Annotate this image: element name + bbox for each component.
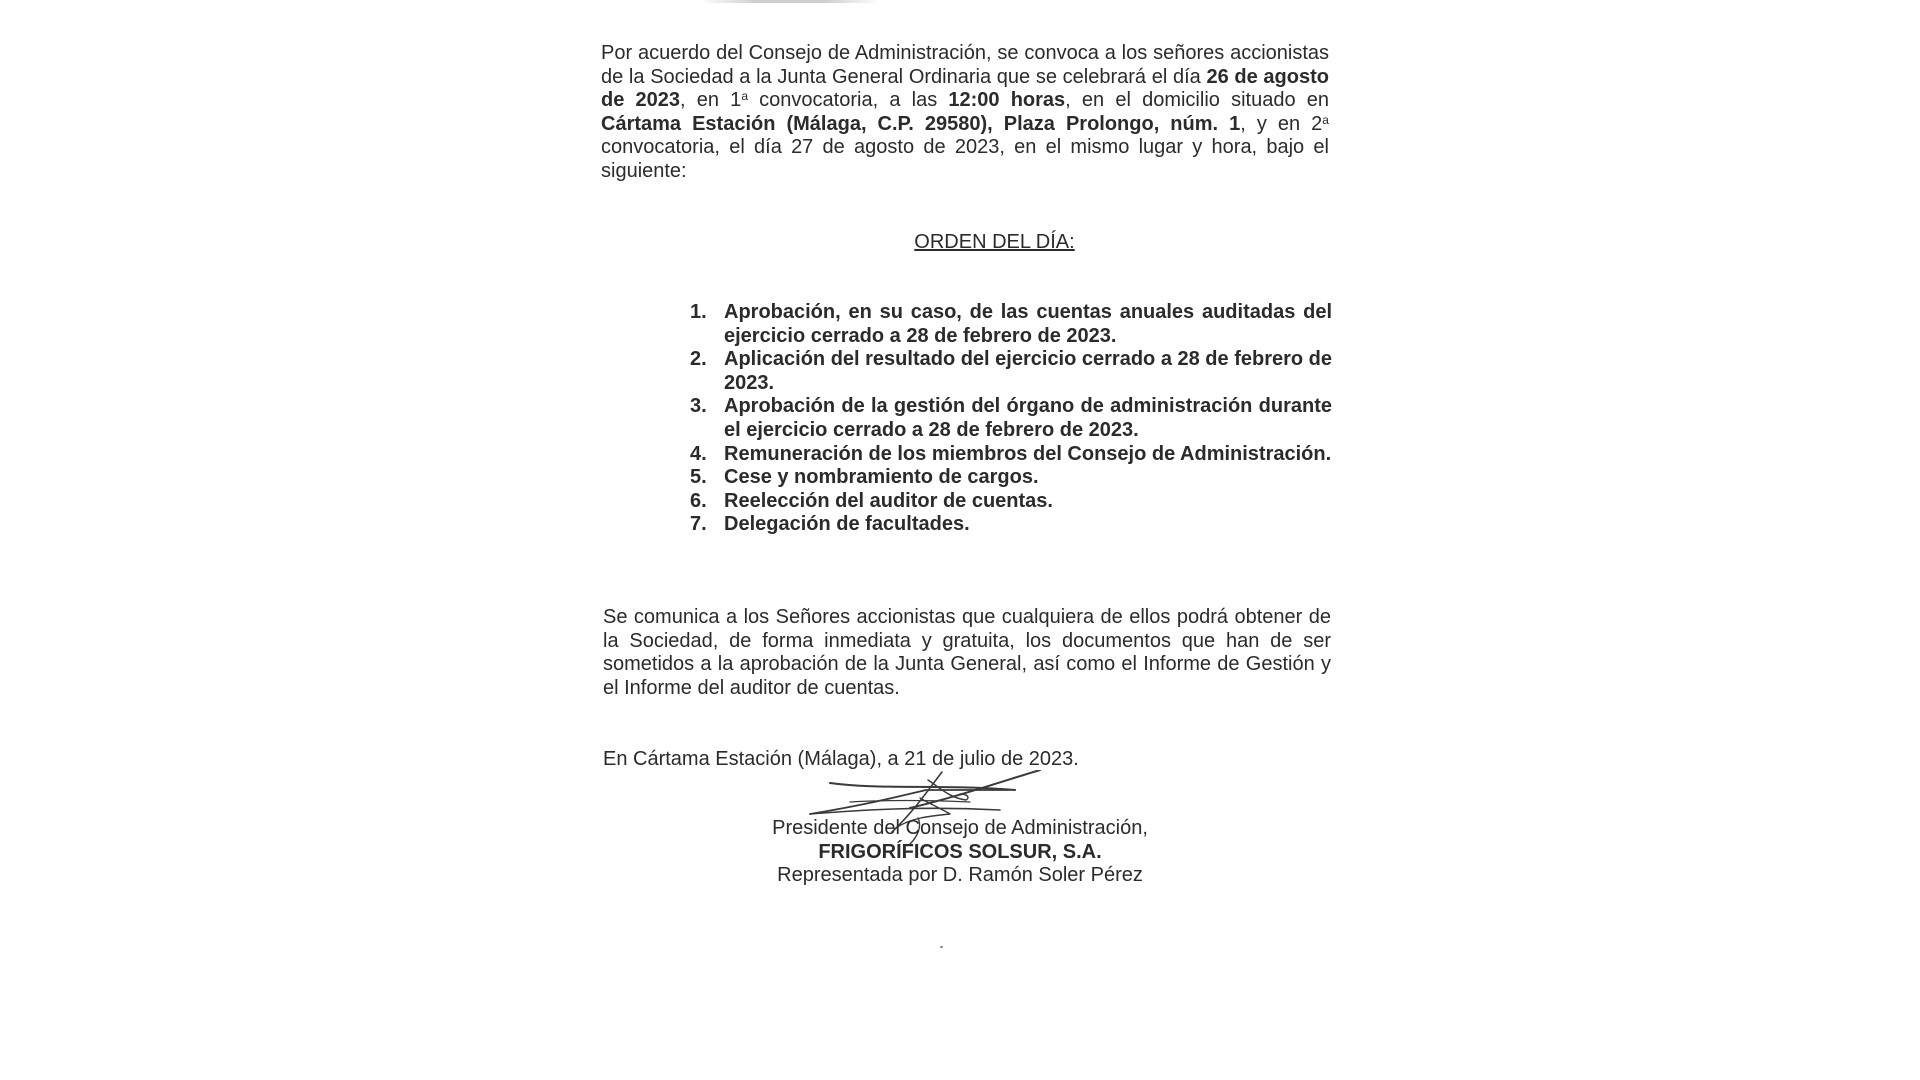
intro-text-1: Por acuerdo del Consejo de Administración, se convoca a los señores accionistas de la Sociedad a la Junta General Ordinaria que se celebrará el día xyxy=(601,42,1329,88)
agenda-item-number: 5. xyxy=(690,466,707,489)
scan-artifact-top xyxy=(700,0,880,3)
documents-paragraph: Se comunica a los Señores accionistas que cualquiera de ellos podrá obtener de la Sociedad, de forma inmediata y gratuita, los documentos que han de ser sometidos a la aprobación de la Junta General, así como el Informe de Gestión y el Informe del auditor de cuentas. xyxy=(603,606,1331,699)
agenda-item-number: 4. xyxy=(690,442,707,465)
agenda-item xyxy=(686,301,1332,348)
intro-text-4: , en el domicilio situado en xyxy=(1065,89,1329,112)
agenda-item xyxy=(686,443,1332,467)
meeting-time: 12:00 horas xyxy=(948,89,1066,112)
signature-stroke xyxy=(850,801,970,803)
meeting-address: Cártama Estación (Málaga, C.P. 29580), Plaza Prolongo, núm. 1 xyxy=(601,112,1241,135)
ordinal-second: a xyxy=(1322,112,1329,127)
agenda-item-number: 6. xyxy=(690,489,707,512)
agenda-item-number: 3. xyxy=(690,395,707,418)
agenda-list xyxy=(686,301,1332,537)
agenda-item-number: 1. xyxy=(690,301,707,323)
signatory-representative: Representada por D. Ramón Soler Pérez xyxy=(777,864,1143,887)
signature-block xyxy=(760,817,1160,888)
ordinal-first: a xyxy=(741,89,748,104)
agenda-item xyxy=(686,466,1332,490)
company-name: FRIGORÍFICOS SOLSUR, S.A. xyxy=(818,840,1102,863)
scan-artifact-speck xyxy=(940,946,943,948)
agenda-item xyxy=(686,395,1332,442)
signatory-role: Presidente del Consejo de Administración, xyxy=(772,817,1148,839)
intro-text-6: convocatoria, el día 27 de agosto de 2023, en el mismo lugar y hora, bajo el siguiente: xyxy=(601,136,1329,182)
agenda-item xyxy=(686,490,1332,514)
meeting-date-first: 26 de agosto de 2023 xyxy=(601,65,1329,112)
agenda-item-text: Remuneración de los miembros del Consejo de Administración. xyxy=(724,442,1332,465)
agenda-item-text: Aprobación, en su caso, de las cuentas anuales auditadas del ejercicio cerrado a 28 de febrero de 2023. xyxy=(724,301,1332,347)
agenda-item-number: 2. xyxy=(690,348,707,371)
agenda-item-number: 7. xyxy=(690,513,707,536)
agenda-item xyxy=(686,513,1332,537)
place-and-date: En Cártama Estación (Málaga), a 21 de julio de 2023. xyxy=(603,748,1079,770)
agenda-heading: ORDEN DEL DÍA: xyxy=(914,231,1075,253)
intro-text-2: , en 1 xyxy=(680,89,742,112)
intro-text-3: convocatoria, a las xyxy=(748,89,949,112)
agenda-item-text: Aprobación de la gestión del órgano de administración durante el ejercicio cerrado a 28 de febrero de 2023. xyxy=(724,395,1332,441)
convocation-paragraph xyxy=(601,42,1329,184)
intro-text-5: , y en 2 xyxy=(1240,112,1323,135)
agenda-item-text: Delegación de facultades. xyxy=(724,513,970,536)
agenda-item xyxy=(686,348,1332,395)
agenda-item-text: Cese y nombramiento de cargos. xyxy=(724,466,1039,489)
signature-stroke xyxy=(810,790,1010,814)
agenda-item-text: Aplicación del resultado del ejercicio cerrado a 28 de febrero de 2023. xyxy=(724,348,1332,394)
agenda-item-text: Reelección del auditor de cuentas. xyxy=(724,489,1053,512)
